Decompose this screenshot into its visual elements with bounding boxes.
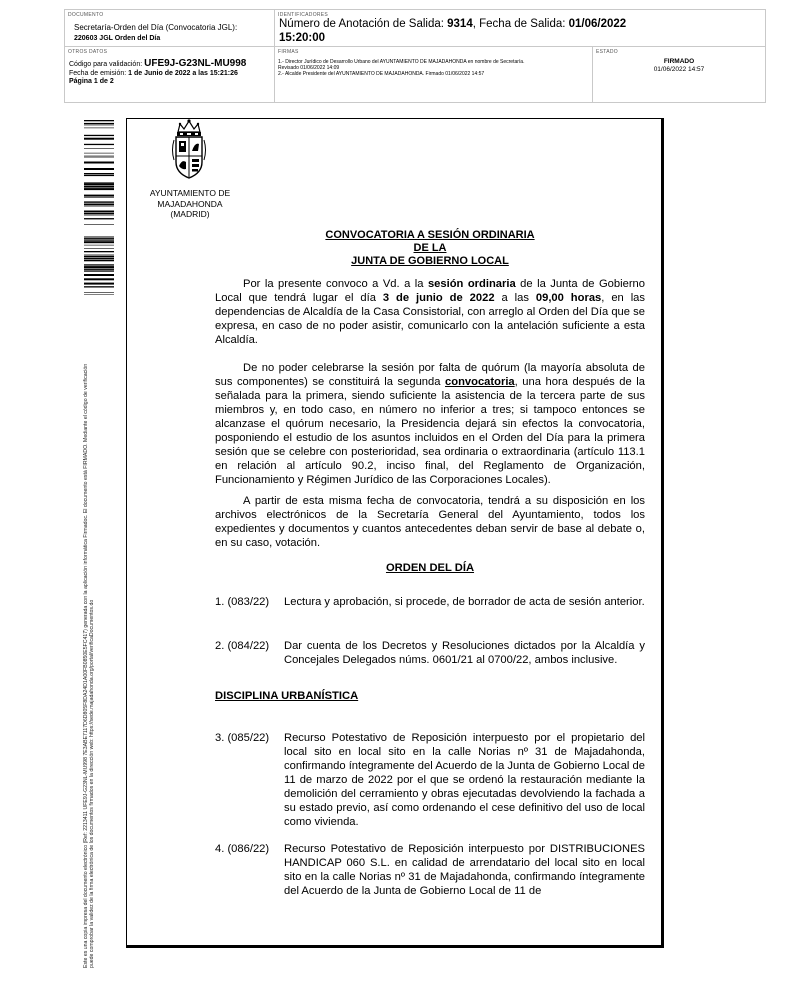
orden-del-dia-title: ORDEN DEL DÍA <box>385 562 475 574</box>
side-note-line-2: puede comprobar la validez de la firma electrónica de los documentos firmados en la dirección web: https://sede.majadahonda.org/portal/verificaDocumentos.do <box>89 599 96 968</box>
paragraph-quorum <box>215 361 645 487</box>
anotacion-date: 01/06/2022 <box>568 18 627 30</box>
documento-info <box>74 23 237 44</box>
p1-sesion-ordinaria: sesión ordinaria <box>427 278 516 290</box>
title-line-1: CONVOCATORIA A SESIÓN ORDINARIA <box>325 229 535 241</box>
p1-text-a: Por la presente convoco a Vd. a la <box>243 278 428 290</box>
paragraph-convocatoria <box>215 277 645 347</box>
p2-text-a: De no poder celebrarse la sesión por falta de quórum (la mayoría absoluta de sus componentes) se constituirá la segunda <box>215 362 645 388</box>
identificadores-cell <box>275 10 765 47</box>
p1-fecha: 3 de junio de 2022 <box>382 292 495 304</box>
estado-date: 01/06/2022 14:57 <box>653 66 705 73</box>
firma-1: 1.- Director Jurídico de Desarrollo Urbano del AYUNTAMIENTO DE MAJADAHONDA en nombre de Secretaría. <box>278 59 525 65</box>
agenda-item-number: 4. (086/22) <box>215 843 270 855</box>
side-note-line-1: Este es una copia impresa del documento electrónico (Ref: 2213411 UFE9J-G23NL-MU998 7E3ABE7117D6D805F8DA24D1A00FB0850E5FC417) generada con la aplicación informática Firmadoc. El documento está FIRMADO. Mediante el código de verificación <box>83 363 89 968</box>
title-line-2: DE LA <box>413 242 447 254</box>
otros-label: OTROS DATOS <box>68 49 108 55</box>
firmas-list <box>278 59 588 78</box>
emision-label: Fecha de emisión: <box>69 69 129 77</box>
p1-text-e: a las <box>494 292 536 304</box>
anotacion-pre: Número de Anotación de Salida: <box>279 18 448 30</box>
documento-code: 220603 JGL Orden del Día <box>74 35 161 42</box>
org-line-2: MAJADAHONDA <box>157 198 223 209</box>
estado-label: ESTADO <box>596 49 618 55</box>
paragraph-archivos: A partir de esta misma fecha de convocatoria, tendrá a su disposición en los archivos electrónicos de la Secretaría General del Ayuntamiento, todos los expedientes y documentos y cuantos antecedentes deban servir de base al debate o, en su caso, votación. <box>215 495 645 549</box>
estado-cell <box>593 47 765 102</box>
pagina-indicator: Página 1 de 2 <box>69 78 114 85</box>
agenda-item-text: Recurso Potestativo de Reposición interpuesto por el propietario del local sito en local sito en la calle Norias nº 31 de Majadahonda, confirmando íntegramente del Acuerdo de la Junta de Gobierno Local de 11 de marzo de 2022 por el que se ordenó la restauración mediante la demolición del cerramiento y obras ejecutadas devolviendo la fachada a su estado previo, así como ordenando el cese definitivo del uso de local como vivienda. <box>284 732 645 828</box>
document-title <box>214 229 646 268</box>
organization-name <box>130 188 250 220</box>
org-line-1: AYUNTAMIENTO DE <box>149 188 231 198</box>
side-verification-note <box>83 268 103 968</box>
estado-info <box>593 58 765 74</box>
agenda-item-text: Recurso Potestativo de Reposición interpuesto por DISTRIBUCIONES HANDICAP 060 S.L. en calidad de arrendatario del local sito en local sito en la calle Norias nº 31 de Majadahonda, confirmando íntegramente del Acuerdo de la Junta de Gobierno Local de 11 de <box>284 843 645 897</box>
firmas-cell <box>275 47 593 102</box>
anotacion-num: 9314 <box>447 18 473 30</box>
agenda-item-number: 1. (083/22) <box>215 596 270 608</box>
anotacion-mid: , Fecha de Salida: <box>472 18 569 30</box>
documento-title: Secretaría-Orden del Día (Convocatoria JGL): <box>74 23 238 32</box>
agenda-item-text: Lectura y aprobación, si procede, de borrador de acta de sesión anterior. <box>284 596 645 608</box>
p2-convocatoria: convocatoria <box>445 376 515 388</box>
emision-value: 1 de Junio de 2022 a las 15:21:26 <box>128 69 238 77</box>
anotacion-salida <box>279 18 679 45</box>
p1-text-c: de la Junta de Gobierno Local que tendrá lugar el día <box>215 278 645 304</box>
codigo-value: UFE9J-G23NL-MU998 <box>144 58 247 69</box>
agenda-item-number: 3. (085/22) <box>215 732 270 744</box>
agenda-item-number: 2. (084/22) <box>215 640 270 652</box>
validation-info <box>69 60 246 87</box>
anotacion-time: 15:20:00 <box>279 31 326 44</box>
firma-2: 2.- Alcalde Presidente del AYUNTAMIENTO DE MAJADAHONDA. Firmado 01/06/2022 14:57 <box>278 71 485 78</box>
p2-text-c: , una hora después de la señalada para la primera, siendo suficiente la asistencia de la tercera parte de sus miembros y, en todo caso, en número no inferior a tres; si tampoco entonces se alcanzase el quórum necesario, la Presidencia dejará sin efectos la convocatoria, posponiendo el estudio de los asuntos incluidos en el Orden del Día para la primera sesión que se celebre con posterioridad, sea ordinaria o extraordinaria (artículo 113.1 en relación al artículo 90.2, inciso final, del Reglamento de Organización, Funcionamiento y Régimen Jurídico de las Corporaciones Locales). <box>215 376 645 486</box>
document-header <box>64 9 766 103</box>
firmas-label: FIRMAS <box>278 49 299 55</box>
documento-cell <box>65 10 275 47</box>
codigo-label: Código para validación: <box>69 61 145 68</box>
coat-of-arms-icon <box>171 118 207 186</box>
documento-label: DOCUMENTO <box>68 12 104 18</box>
otros-datos-cell <box>65 47 275 102</box>
title-line-3: JUNTA DE GOBIERNO LOCAL <box>351 255 509 267</box>
estado-value: FIRMADO <box>663 58 695 65</box>
agenda-item-text: Dar cuenta de los Decretos y Resoluciones dictados por la Alcaldía y Concejales Delegados núms. 0601/21 al 0700/22, ambos inclusive. <box>284 640 645 666</box>
identificadores-label: IDENTIFICADORES <box>278 12 329 18</box>
section-title-disciplina: DISCIPLINA URBANÍSTICA <box>215 690 359 702</box>
p1-text-g: , en las dependencias de Alcaldía de la Casa Consistorial, con arreglo al Orden del Día que se expresa, en caso de no poder asistir, comunicarlo con la antelación suficiente a esta Alcaldía. <box>215 292 645 346</box>
p1-hora: 09,00 horas <box>535 292 602 304</box>
org-line-3: (MADRID) <box>170 209 210 219</box>
firma-1-status: Revisado 01/06/2022 14:09 <box>278 65 340 72</box>
